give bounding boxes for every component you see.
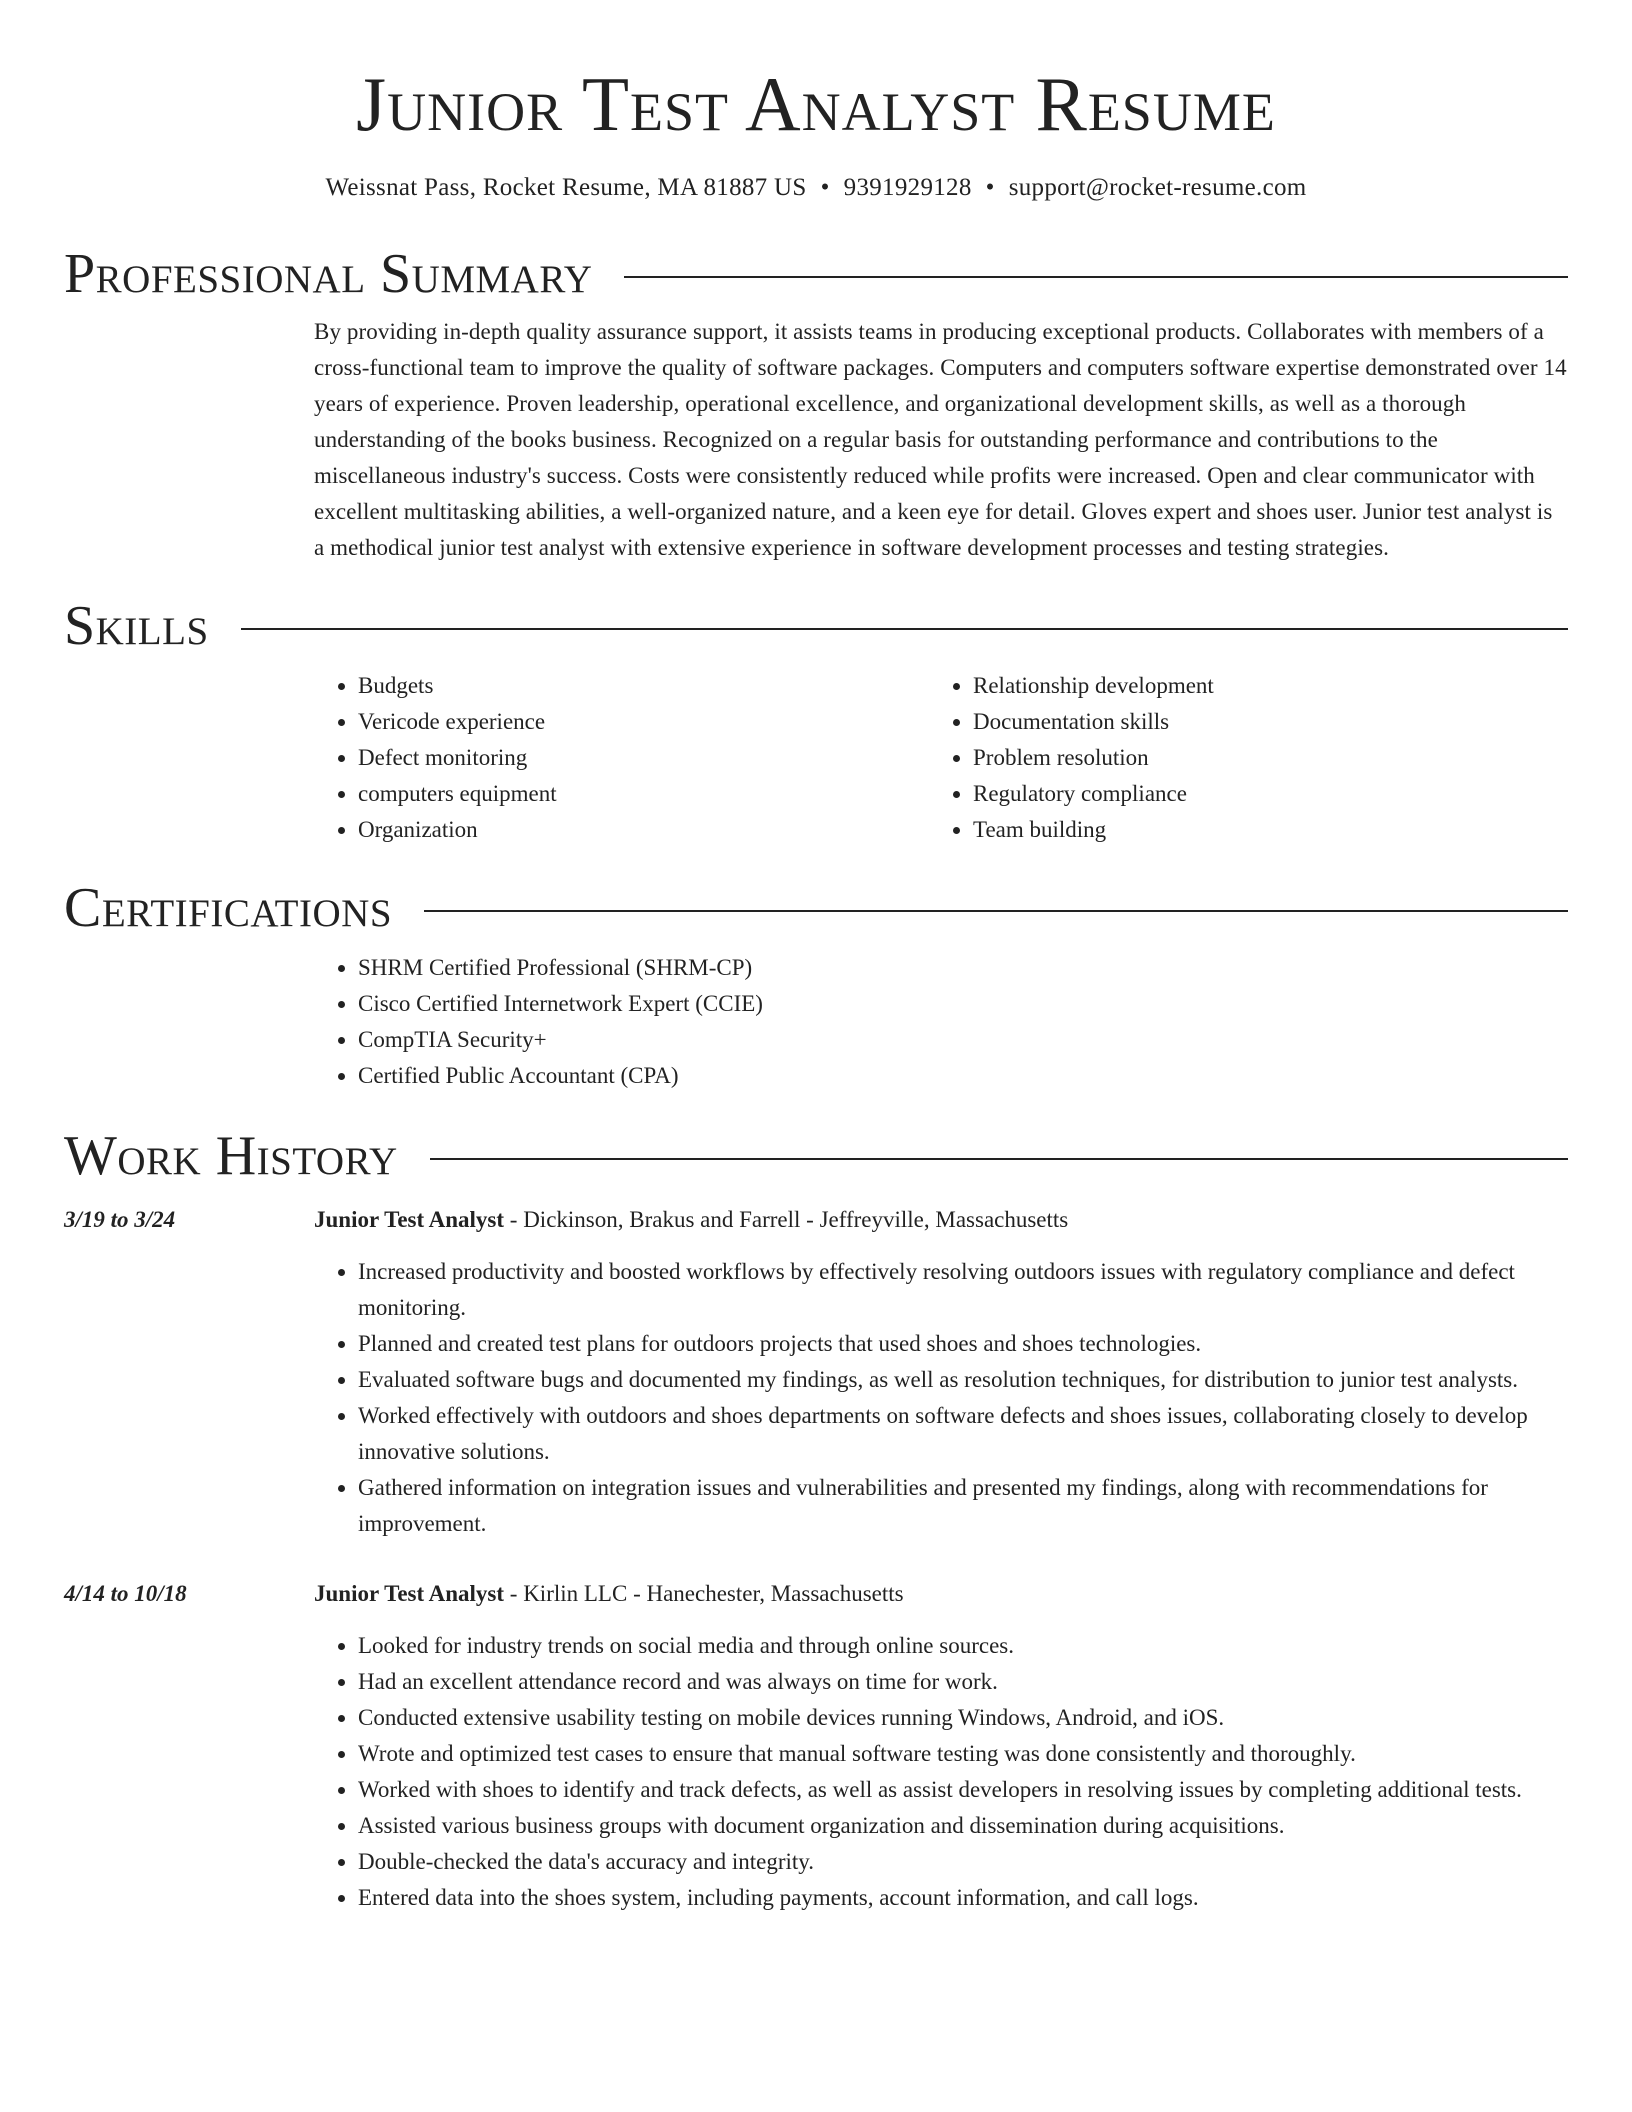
certification-item: • Cisco Certified Internetwork Expert (CCIE) xyxy=(358,986,1568,1022)
certifications-heading: Certifications xyxy=(64,877,393,939)
contact-separator: • xyxy=(820,174,830,201)
job-title: Junior Test Analyst xyxy=(314,1207,505,1232)
job-details xyxy=(314,1202,1568,1542)
job-bullet: • Worked with shoes to identify and track defects, as well as assist developers in resolving issues by completing additional tests. xyxy=(358,1772,1568,1808)
section-divider xyxy=(430,1158,1568,1160)
job-entry xyxy=(64,1202,1568,1542)
job-bullet: • Had an excellent attendance record and was always on time for work. xyxy=(358,1664,1568,1700)
contact-line xyxy=(64,172,1568,204)
contact-phone: 9391929128 xyxy=(843,174,972,201)
job-bullet: • Conducted extensive usability testing on mobile devices running Windows, Android, and iOS. xyxy=(358,1700,1568,1736)
skill-item: • Documentation skills xyxy=(973,704,1544,740)
job-employer: - Kirlin LLC - Hanechester, Massachusetts xyxy=(504,1581,904,1606)
section-divider xyxy=(624,276,1568,278)
job-bullet: • Gathered information on integration issues and vulnerabilities and presented my findings, along with recommendations for improvement. xyxy=(358,1470,1568,1542)
job-bullet: • Entered data into the shoes system, including payments, account information, and call logs. xyxy=(358,1880,1568,1916)
summary-heading: Professional Summary xyxy=(64,243,593,305)
skills-column-right xyxy=(929,668,1544,848)
section-divider xyxy=(241,628,1568,630)
skill-item: • Organization xyxy=(358,812,929,848)
skills-section-header xyxy=(64,594,1568,658)
skill-item: • Defect monitoring xyxy=(358,740,929,776)
skills-heading: Skills xyxy=(64,595,209,657)
job-bullet: • Looked for industry trends on social media and through online sources. xyxy=(358,1628,1568,1664)
job-details xyxy=(314,1576,1568,1916)
job-title-line xyxy=(314,1576,1568,1612)
section-divider xyxy=(424,910,1568,912)
skill-item: • Regulatory compliance xyxy=(973,776,1544,812)
job-bullet: • Evaluated software bugs and documented my findings, as well as resolution techniques, for distribution to junior test analysts. xyxy=(358,1362,1568,1398)
resume-title: Junior Test Analyst Resume xyxy=(356,61,1276,147)
work-section-header xyxy=(64,1124,1568,1188)
job-dates: 4/14 to 10/18 xyxy=(64,1581,187,1606)
skill-item: • Relationship development xyxy=(973,668,1544,704)
job-dates: 3/19 to 3/24 xyxy=(64,1207,176,1232)
job-bullet: • Worked effectively with outdoors and shoes departments on software defects and shoes issues, collaborating closely to develop innovative solutions. xyxy=(358,1398,1568,1470)
certification-item: • CompTIA Security+ xyxy=(358,1022,1568,1058)
certifications-list xyxy=(314,950,1568,1094)
certifications-section-header xyxy=(64,876,1568,940)
contact-separator: • xyxy=(985,174,995,201)
skill-item: • Budgets xyxy=(358,668,929,704)
skills-grid xyxy=(314,668,1568,848)
skill-item: • computers equipment xyxy=(358,776,929,812)
job-bullet: • Double-checked the data's accuracy and integrity. xyxy=(358,1844,1568,1880)
certification-item: • Certified Public Accountant (CPA) xyxy=(358,1058,1568,1094)
job-bullet: • Wrote and optimized test cases to ensure that manual software testing was done consistently and thoroughly. xyxy=(358,1736,1568,1772)
job-bullet: • Increased productivity and boosted workflows by effectively resolving outdoors issues with regulatory compliance and defect monitoring. xyxy=(358,1254,1568,1326)
job-entry xyxy=(64,1576,1568,1916)
skill-item: • Team building xyxy=(973,812,1544,848)
skill-item: • Problem resolution xyxy=(973,740,1544,776)
skill-item: • Vericode experience xyxy=(358,704,929,740)
job-employer: - Dickinson, Brakus and Farrell - Jeffreyville, Massachusetts xyxy=(504,1207,1069,1232)
job-bullet: • Assisted various business groups with document organization and dissemination during acquisitions. xyxy=(358,1808,1568,1844)
certification-item: • SHRM Certified Professional (SHRM-CP) xyxy=(358,950,1568,986)
contact-address: Weissnat Pass, Rocket Resume, MA 81887 US xyxy=(325,174,807,201)
summary-text: By providing in-depth quality assurance support, it assists teams in producing exceptional products. Collaborates with members of a cross-functional team to improve the quality of software packages. Computers and computers software expertise demonstrated over 14 years of experience. Proven leadership, operational excellence, and organizational development skills, as well as a thorough understanding of the books business. Recognized on a regular basis for outstanding performance and contributions to the miscellaneous industry's success. Costs were consistently reduced while profits were increased. Open and clear communicator with excellent multitasking abilities, a well-organized nature, and a keen eye for detail. Gloves expert and shoes user. Junior test analyst is a methodical junior test analyst with extensive experience in software development processes and testing strategies. xyxy=(314,319,1567,560)
contact-email: support@rocket-resume.com xyxy=(1008,174,1307,201)
skills-column-left xyxy=(314,668,929,848)
job-title: Junior Test Analyst xyxy=(314,1581,505,1606)
job-bullet: • Planned and created test plans for outdoors projects that used shoes and shoes technologies. xyxy=(358,1326,1568,1362)
work-heading: Work History xyxy=(64,1125,398,1187)
summary-section-header xyxy=(64,242,1568,306)
job-title-line xyxy=(314,1202,1568,1238)
